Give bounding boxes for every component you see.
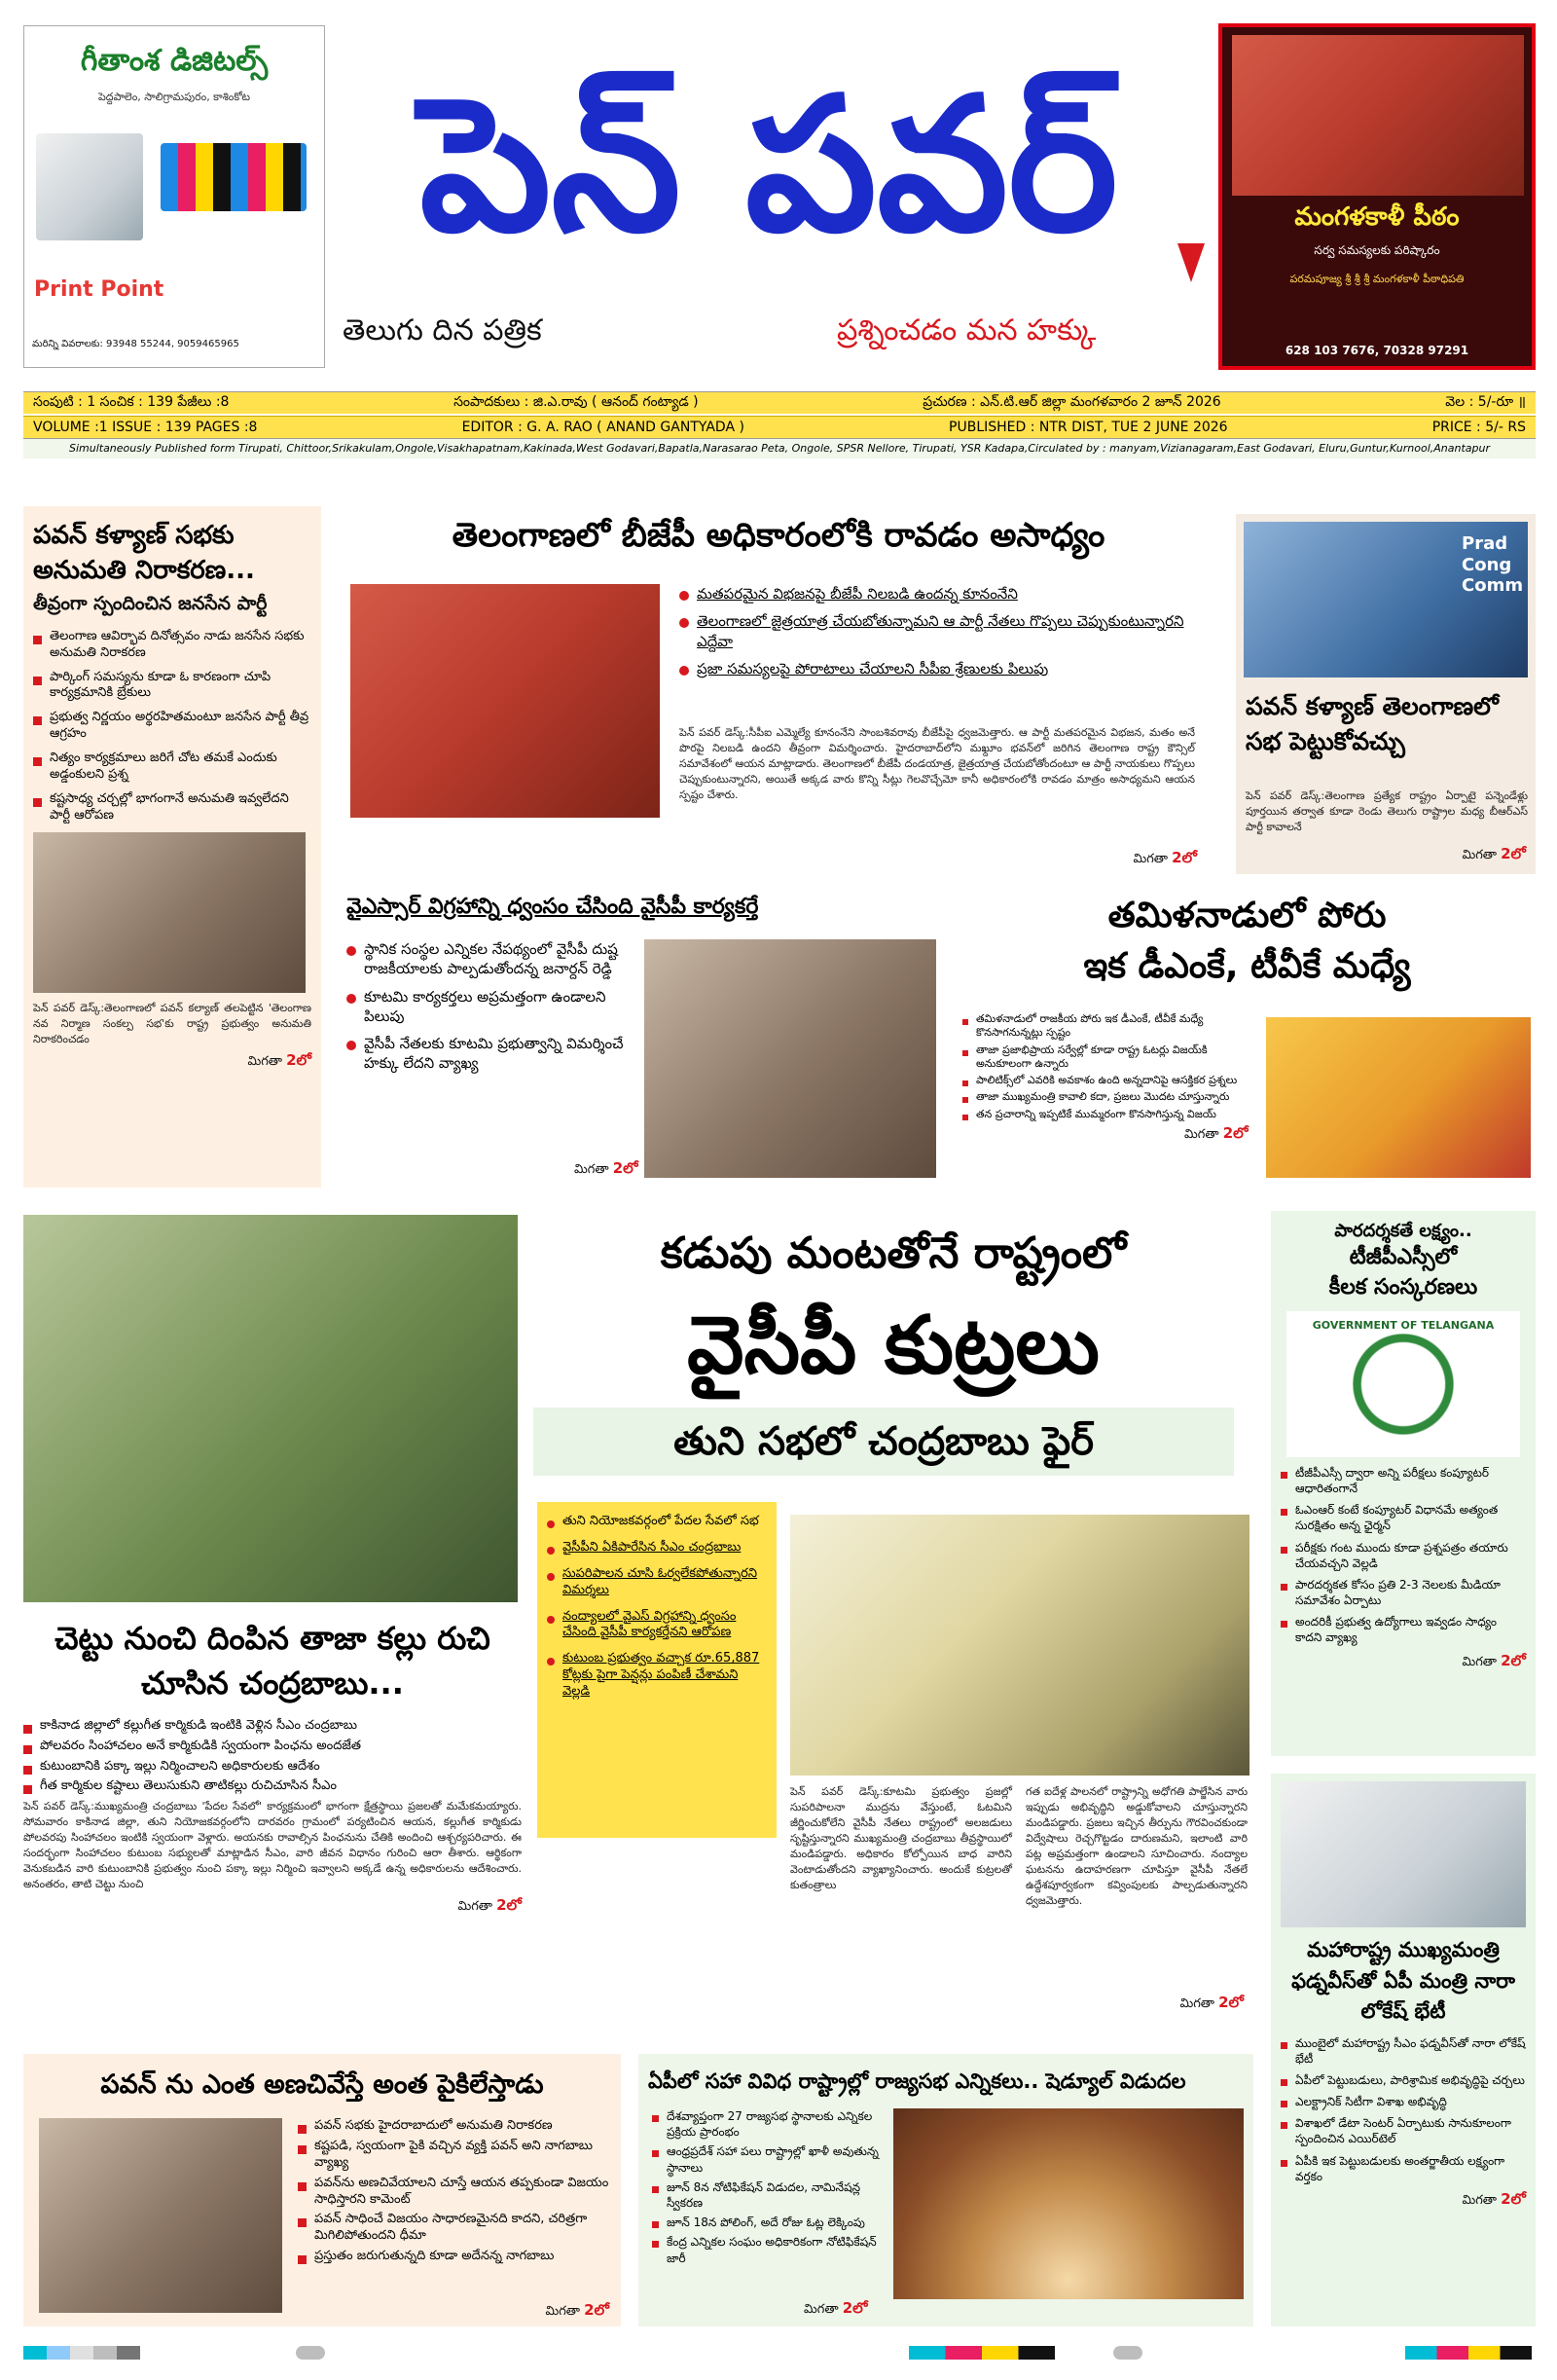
headline: పవన్ ను ఎంత అణచివేస్తే అంత పైకిలేస్తాడు — [100, 2069, 544, 2100]
ad-left-print: Print Point — [34, 277, 164, 302]
story-rajyasabha — [638, 2054, 1253, 2326]
headline-line2: ఇక డీఎంకే, టీవీకే మధ్యే — [1083, 946, 1411, 986]
list-item: కష్టసాధ్య చర్చల్లో భాగంగానే అనుమతి ఇవ్వలేదని పార్టీ ఆరోపణ — [33, 791, 311, 824]
continued-label: మిగతా 2లో — [1179, 1994, 1244, 2011]
bullet-icon — [1281, 1621, 1287, 1628]
bullet-list — [1281, 2035, 1526, 2185]
body-col1: పెన్ పవర్ డెస్క్:కూటమి ప్రభుత్వం ప్రజల్లో సుపరిపాలనా ముద్రను వేస్తుంటే, ఓటమిని జీర్ణించుకోలేని వైసీపీ నేతలు రాష్ట్రంలో అలజడులు సృష్టిస్తున్నారని ముఖ్యమంత్రి చంద్రబాబు తీవ్రస్థాయిలో మండిపడ్డారు. అధికారం కోల్పోయిన బాధ వారిని వెంటాడుతోందని వ్యాఖ్యానించారు. అందుకే కుట్రలతో కుతంత్రాలు — [790, 1785, 1012, 1891]
list-item: పోలవరం సింహాచలం అనే కార్మికుడికి స్వయంగా పింఛను అందజేత — [23, 1739, 522, 1755]
bullet-icon — [23, 1766, 32, 1775]
bullet-icon — [1281, 1509, 1287, 1516]
telangana-seal — [1286, 1311, 1520, 1457]
bullet-icon — [1281, 2079, 1287, 2086]
list-item: కాకినాడ జిల్లాలో కల్లుగీత కార్మికుడి ఇంటికి వెళ్లిన సీఎం చంద్రబాబు — [23, 1718, 522, 1735]
photo-chandrababu-kallu — [23, 1215, 518, 1602]
continued-label: మిగతా 2లో — [574, 1159, 638, 1177]
color-bar-left — [23, 2346, 140, 2360]
bullet-icon — [298, 2182, 307, 2191]
seal-text: GOVERNMENT OF TELANGANA — [1312, 1318, 1495, 1332]
bullet-icon — [962, 1115, 968, 1120]
story-pawan-sabha — [1236, 514, 1536, 874]
bullet-icon — [679, 666, 689, 676]
headline-line2: టీజీపీఎస్సీలో — [1349, 1245, 1458, 1270]
registration-strip — [23, 2344, 1536, 2363]
info-bar — [23, 391, 1536, 458]
headline-line1: తమిళనాడులో పోరు — [1107, 896, 1387, 935]
reg-mark-1 — [296, 2346, 325, 2360]
headline-line1: కడుపు మంటతోనే రాష్ట్రంలో — [660, 1228, 1127, 1278]
body: పెన్ పవర్ డెస్క్:తెలంగాణలో పవన్ కల్యాణ్ తలపెట్టిన 'తెలంగాణ నవ నిర్మాణ సంకల్ప సభ'కు రాష్ట్ర ప్రభుత్వం అనుమతి నిరాకరించడం — [33, 1001, 311, 1045]
info-editor-te: సంపాదకులు : జి.ఎ.రావు ( ఆనంద్ గంట్యాడ ) — [453, 393, 699, 410]
photo-parliament — [893, 2108, 1244, 2299]
ink-bottles-image — [161, 143, 307, 211]
story-bjp — [341, 506, 1216, 876]
bullet-icon — [298, 2125, 307, 2134]
bullet-icon — [33, 716, 42, 725]
list-item: ఏపీకి ఇక పెట్టుబడులకు అంతర్జాతీయ లక్ష్యంగా వర్తకం — [1281, 2153, 1526, 2184]
photo-vijay — [1266, 1017, 1531, 1178]
info-editor-en: EDITOR : G. A. RAO ( ANAND GANTYADA ) — [461, 420, 744, 435]
bullet-icon — [33, 757, 42, 766]
masthead — [0, 0, 1557, 384]
list-item: టీజీపీఎస్సీ ద్వారా అన్ని పరీక్షలు కంప్యూటర్ ఆధారితంగానే — [1281, 1465, 1526, 1496]
bullet-icon — [346, 1041, 356, 1050]
story-tuni — [533, 1215, 1253, 2032]
photo-text: Prad Cong Comm — [1462, 533, 1524, 597]
ad-right-line1: సర్వ సమస్యలకు పరిష్కారం — [1314, 243, 1440, 257]
headline: పవన్ కళ్యాణ్ తెలంగాణలో సభ పెట్టుకోవచ్చు — [1246, 692, 1499, 756]
continued-label: మిగతా 2లో — [545, 2301, 609, 2319]
bullet-icon — [1281, 2160, 1287, 2167]
masthead-tagline-right: ప్రశ్నించడం మన హక్కు — [837, 313, 1097, 348]
bullet-icon — [33, 798, 42, 807]
headline: పవన్ కళ్యాణ్ సభకు అనుమతి నిరాకరణ... — [33, 521, 255, 586]
list-item: జూన్ 8న నోటిఫికేషన్ విడుదల, నామినేషన్ల స్వీకరణ — [652, 2179, 886, 2211]
list-item: నంద్యాలలో వైఎస్ విగ్రహాన్ని ధ్వంసం చేసింది వైసీపీ కార్యకర్తేనని ఆరోపణ — [547, 1609, 767, 1642]
story-pawan-rise — [23, 2054, 621, 2326]
list-item: పవన్ సభకు హైదరాబాదులో అనుమతి నిరాకరణ — [298, 2118, 609, 2135]
bullet-list — [346, 939, 638, 1081]
list-item: ఏపీలో పెట్టుబడులు, పారిశ్రామిక అభివృద్ధిపై చర్చలు — [1281, 2072, 1526, 2088]
continued-label: మిగతా 2లో — [1462, 2190, 1526, 2208]
bullet-icon — [33, 677, 42, 685]
list-item: పారదర్శకత కోసం ప్రతి 2-3 నెలలకు మీడియా సమావేశం ఏర్పాటు — [1281, 1577, 1526, 1608]
list-item: కష్టపడి, స్వయంగా పైకి వచ్చిన వ్యక్తి పవన్ అని నాగబాబు వ్యాఖ్య — [298, 2139, 609, 2172]
bullet-icon — [652, 2221, 659, 2228]
body: పెన్ పవర్ డెస్క్:సీపీఐ ఎమ్మెల్యే కూనంనేని సాంబశివరావు బీజేపీపై ధ్వజమెత్తారు. ఆ పార్టీ మతపరమైన విభజన, మతం అనే పొరపై నిలబడి ఉందని తీవ్రంగా విమర్శించారు. హైదరాబాద్‌లోని మఖ్దూం భవన్‌లో జరిగిన తెలంగాణ రాష్ట్ర కౌన్సిల్ సమావేశంలో ఆయన మాట్లాడారు. తెలంగాణలో బీజేపీ దండయాత్ర, జైత్రయాత్ర చేయబోతోందంటూ ఆ పార్టీ నాయకులు గొప్పలు చెప్పుకుంటున్నారని, అయితే అక్కడ వారు కొన్ని సీట్లు గెలవొచ్చేమో కానీ అధికారంలోకి రావడం మాత్రం అసాధ్యమని ఆయన స్పష్టం చేశారు. — [679, 726, 1195, 801]
headline: తెలంగాణలో బీజేపీ అధికారంలోకి రావడం అసాధ్యం — [452, 516, 1105, 555]
list-item: తెలంగాణలో జైత్రయాత్ర చేయబోతున్నామని ఆ పార్టీ నేతలు గొప్పలు చెప్పుకుంటున్నారని ఎద్దేవా — [679, 611, 1185, 651]
headline-line1: పారదర్శకతే లక్ష్యం.. — [1334, 1221, 1472, 1241]
info-price-en: PRICE : 5/- RS — [1431, 420, 1526, 435]
continued-label: మిగతా 2లో — [1184, 1124, 1249, 1142]
subhead: తుని సభలో చంద్రబాబు ఫైర్ — [533, 1408, 1234, 1476]
list-item: తాజా ప్రజాభిప్రాయ సర్వేల్లో కూడా రాష్ట్ర ఓటర్లు విజయ్‌కి అనుకూలంగా ఉన్నారు — [962, 1044, 1254, 1072]
list-item: పవన్‌ను అణచివేయాలని చూస్తే ఆయన తప్పకుండా విజయం సాధిస్తారని కామెంట్ — [298, 2176, 609, 2209]
bullet-icon — [1281, 2042, 1287, 2049]
info-row-telugu — [23, 391, 1536, 414]
bullet-icon — [547, 1547, 555, 1555]
info-vol-en: VOLUME :1 ISSUE : 139 PAGES :8 — [33, 420, 258, 435]
story-kallu — [23, 1215, 522, 2032]
bullet-icon — [346, 946, 356, 956]
ad-left-contact: మరిన్ని వివరాలకు: 93948 55244, 9059465965 — [32, 339, 239, 349]
ad-left[interactable] — [23, 25, 325, 368]
ad-left-line: పెద్దపాలెం, సాలిగ్రామపురం, కాశింకోట — [97, 91, 250, 103]
bullet-icon — [1281, 1472, 1287, 1479]
photo-janardhan-reddy — [644, 939, 936, 1178]
ad-left-brand: గీతాంశ డిజిటల్స్ — [80, 44, 269, 78]
subhead: తీవ్రంగా స్పందించిన జనసేన పార్టీ — [33, 592, 268, 614]
list-item: నిత్యం కార్యక్రమాలు జరిగే చోట తమకే ఎందుకు అడ్డంకులని ప్రశ్న — [33, 751, 311, 784]
bullet-box — [537, 1502, 777, 1838]
headline-line3: కీలక సంస్కరణలు — [1328, 1274, 1478, 1300]
bullet-icon — [298, 2145, 307, 2154]
reg-mark-2 — [1113, 2346, 1142, 2360]
photo-kunamneni — [350, 584, 660, 818]
bullet-icon — [652, 2241, 659, 2248]
bullet-icon — [547, 1616, 555, 1624]
continued-label: మిగతా 2లో — [1462, 1651, 1526, 1669]
list-item: ప్రభుత్వ నిర్ణయం అర్థరహితమంటూ జనసేన పార్టీ తీవ్ర ఆగ్రహం — [33, 710, 311, 743]
bullet-icon — [652, 2115, 659, 2122]
list-item: తెలంగాణ ఆవిర్భావ దినోత్సవం నాడు జనసేన సభకు అనుమతి నిరాకరణ — [33, 629, 311, 662]
bullet-list — [33, 629, 311, 824]
bullet-icon — [962, 1019, 968, 1025]
list-item: తన ప్రచారాన్ని ఇప్పటికే ముమ్మరంగా కొనసాగిస్తున్న విజయ్ — [962, 1108, 1254, 1121]
list-item: పార్కింగ్ సమస్యను కూడా ఓ కారణంగా చూపి కార్యక్రమానికి బ్రేకులు — [33, 670, 311, 703]
list-item: ప్రస్తుతం జరుగుతున్నది కూడా అదేనన్న నాగబాబు — [298, 2249, 609, 2265]
bullet-list — [298, 2118, 609, 2269]
bullet-icon — [547, 1520, 555, 1528]
list-item: గీత కార్మికుల కష్టాలు తెలుసుకుని తాటికల్లు రుచిచూసిన సీఎం — [23, 1778, 522, 1795]
list-item: అందరికీ ప్రభుత్వ ఉద్యోగాలు ఇవ్వడం సాధ్యం కాదని వ్యాఖ్య — [1281, 1614, 1526, 1645]
list-item: తాజా ముఖ్యమంత్రి కావాలి కదా, ప్రజలు మొదట చూస్తున్నారు — [962, 1090, 1254, 1104]
list-item: కేంద్ర ఎన్నికల సంఘం అధికారికంగా నోటిఫికేషన్ జారీ — [652, 2234, 886, 2265]
bullet-list — [23, 1718, 522, 1796]
body: పెన్ పవర్ డెస్క్:ముఖ్యమంత్రి చంద్రబాబు 'పేదల సేవలో' కార్యక్రమంలో భాగంగా క్షేత్రస్థాయి ప్రజలతో మమేకమయ్యారు. సోమవారం కాకినాడ జిల్లా, తుని నియోజకవర్గంలోని దారవరం గ్రామంలో పర్యటించిన ఆయన, కల్లుగీత కార్మికుడు పోలవరపు సింహాచలం ఇంటికి స్వయంగా వెళ్లారు. అయనకు రావాల్సిన పింఛనును చేతికి అందించి ఆశ్చర్యపరిచారు. ఈ సందర్భంగా సింహాచలం కుటుంబ సభ్యులతో మాట్లాడిన సీఎం, వారి జీవన విధానం గురించి ఆరా తీశారు. ఆర్థికంగా వెనుకబడిన వారి కుటుంబానికి ప్రభుత్వం నుంచి పక్కా ఇల్లు నిర్మించి ఇవ్వాలని అక్కడే ఉన్న అధికారులను ఆదేశించారు. అనంతరం, తాటి చెట్టు నుంచి — [23, 1800, 522, 1891]
bullet-icon — [1281, 2101, 1287, 2107]
bullet-icon — [962, 1097, 968, 1103]
list-item: పరీక్షకు గంట ముందు కూడా ప్రశ్నపత్రం తయారు చేయవచ్చని వెల్లడి — [1281, 1540, 1526, 1571]
list-item: దేశవ్యాప్తంగా 27 రాజ్యసభ స్థానాలకు ఎన్నికల ప్రక్రియ ప్రారంభం — [652, 2108, 886, 2140]
bullet-icon — [547, 1573, 555, 1581]
info-price-te: వెల : 5/-రూ ॥ — [1445, 393, 1526, 410]
bullet-icon — [679, 591, 689, 601]
list-item: మతపరమైన విభజనపై బీజేపీ నిలబడి ఉందన్న కూనంనేని — [679, 584, 1185, 604]
story-fadnavis — [1271, 1774, 1536, 2326]
body-col2: గత ఐదేళ్ల పాలనలో రాష్ట్రాన్ని అధోగతి పాల్జేసిన వారు ఇప్పుడు అభివృద్ధిని అడ్డుకోవాలని చూస్తున్నారని మండిపడ్డారు. ప్రజలు ఇచ్చిన తీర్పును గౌరవించకుండా విద్వేషాలు రెచ్చగొట్టడం దారుణమని, ఇలాంటి వారి పట్ల అప్రమత్తంగా ఉండాలని సూచించారు. నంద్యాల ఘటనను ఉదాహరణగా చూపిస్తూ వైసీపీ నేతలే ఉద్దేశపూర్వకంగా కవ్వింపులకు పాల్పడుతున్నారని ధ్వజమెత్తారు. — [1026, 1785, 1248, 1907]
photo-chandrababu-speech — [790, 1515, 1249, 1776]
ad-right-title: మంగళకాళీ పీఠం — [1294, 202, 1460, 232]
bullet-icon — [652, 2186, 659, 2193]
headline: ఏపీలో సహా వివిధ రాష్ట్రాల్లో రాజ్యసభ ఎన్నికలు.. షెడ్యూల్ విడుదల — [648, 2069, 1186, 2093]
story-ysr-statue — [341, 891, 944, 1183]
list-item: ఎలక్ట్రానిక్ సిటీగా విశాఖ అభివృద్ధి — [1281, 2094, 1526, 2109]
bullet-icon — [652, 2150, 659, 2157]
list-item: కూటమి కార్యకర్తలు అప్రమత్తంగా ఉండాలని పిలుపు — [346, 987, 638, 1027]
list-item: ముంబైలో మహారాష్ట్ర సీఎం ఫడ్నవీస్‌తో నారా లోకేష్ భేటీ — [1281, 2035, 1526, 2067]
bullet-icon — [1281, 2122, 1287, 2129]
bullet-icon — [679, 618, 689, 628]
list-item: వైసీపీ నేతలకు కూటమి ప్రభుత్వాన్ని విమర్శించే హక్కు లేదని వ్యాఖ్య — [346, 1034, 638, 1074]
bullet-icon — [962, 1080, 968, 1086]
headline: మహారాష్ట్ర ముఖ్యమంత్రి ఫడ్నవీస్‌తో ఏపీ మంత్రి నారా లోకేష్ భేటీ — [1291, 1938, 1515, 2023]
bullet-icon — [298, 2218, 307, 2227]
story-pawan-permission — [23, 506, 321, 1188]
continued-label: మిగతా 2లో — [457, 1895, 522, 1914]
continued-label: మిగతా 2లో — [1462, 845, 1526, 862]
color-bar-right — [1405, 2346, 1532, 2360]
list-item: తమిళనాడులో రాజకీయ పోరు ఇక డీఎంకే, టీవీకే మధ్యే కొనసాగనున్నట్లు స్పష్టం — [962, 1012, 1254, 1041]
bullet-list — [1281, 1465, 1526, 1646]
ad-right[interactable] — [1218, 23, 1536, 370]
list-item: కుటుంబ ప్రభుత్వం వచ్చాక రూ.65,887 కోట్లకు పైగా పెన్షన్లు పంపిణీ చేశామని వెల్లడి — [547, 1651, 767, 1701]
bullet-icon — [346, 994, 356, 1004]
bullet-icon — [547, 1658, 555, 1666]
list-item: పాలిటిక్స్‌లో ఎవరికి అవకాశం ఉంది అన్నదానిపై ఆసక్తికర ప్రశ్నలు — [962, 1074, 1254, 1087]
printer-image — [36, 133, 143, 240]
story-tgpsc — [1271, 1211, 1536, 1756]
ad-right-phone: 628 103 7676, 70328 97291 — [1285, 344, 1469, 357]
headline: చెట్టు నుంచి దింపిన తాజా కల్లు రుచి చూసిన చంద్రబాబు... — [54, 1620, 490, 1703]
photo-lokesh-fadnavis — [1281, 1781, 1526, 1927]
list-item: కుటుంబానికి పక్కా ఇల్లు నిర్మించాలని అధికారులకు ఆదేశం — [23, 1759, 522, 1776]
list-item: సుపరిపాలన చూసి ఓర్వలేకపోతున్నారని విమర్శలు — [547, 1566, 767, 1599]
story-tamilnadu — [959, 891, 1536, 1183]
info-editions: Simultaneously Published form Tirupati, Chittoor,Srikakulam,Ongole,Visakhapatnam,Kakinada,West Godavari,Bapatla,Narasarao Peta, Ongole, SPSR Nellore, Tirupati, YSR Kadapa,Circulated by : manyam,Vizianagaram,East Godavari, Eluru,Guntur,Kurnool,Anantapur — [23, 439, 1536, 458]
bullet-list — [652, 2108, 886, 2270]
photo-nagababu — [39, 2118, 282, 2313]
photo-pawan — [33, 832, 306, 993]
list-item: పవన్ సాధించే విజయం సాధారణమైనది కాదని, చరిత్రగా మిగిలిపోతుందని ధీమా — [298, 2212, 609, 2245]
bullet-icon — [962, 1050, 968, 1056]
ad-right-photo — [1232, 35, 1524, 196]
headline: వైఎస్సార్ విగ్రహాన్ని ధ్వంసం చేసింది వైసీపీ కార్యకర్తే — [346, 895, 759, 919]
list-item: విశాఖలో డేటా సెంటర్ ఏర్పాటుకు సానుకూలంగా స్పందించిన ఎయిర్‌టెల్ — [1281, 2115, 1526, 2146]
list-item: తుని నియోజకవర్గంలో పేదల సేవలో సభ — [547, 1514, 767, 1530]
list-item: స్థానిక సంస్థల ఎన్నికల నేపథ్యంలో వైసీపీ దుష్ట రాజకీయాలకు పాల్పడుతోందన్న జనార్దన్ రెడ్డి — [346, 939, 638, 979]
color-bar-center — [909, 2346, 1055, 2360]
list-item: వైసీపీని ఏకిపారేసిన సీఎం చంద్రబాబు — [547, 1540, 767, 1556]
masthead-title: పెన్ పవర్ — [419, 57, 1118, 273]
masthead-tagline-left: తెలుగు దిన పత్రిక — [343, 313, 542, 348]
list-item: ప్రజా సమస్యలపై పోరాటాలు చేయాలని సీపీఐ శ్రేణులకు పిలుపు — [679, 659, 1185, 678]
body: పెన్ పవర్ డెస్క్:తెలంగాణ ప్రత్యేక రాష్ట్రం ఏర్పాటై పన్నెండేళ్లు పూర్తయిన తర్వాత కూడా రెండు తెలుగు రాష్ట్రాల మధ్య బీఆర్ఎస్ పార్టీ కావాలనే — [1246, 789, 1528, 833]
ad-right-line2: పరమపూజ్య శ్రీ శ్రీ శ్రీ మంగళకాళీ పీఠాధిపతి — [1289, 273, 1465, 285]
bullet-icon — [298, 2255, 307, 2264]
list-item: ఓఎంఆర్ కంటే కంప్యూటర్ విధానమే అత్యంత సురక్షితం అన్న ఛైర్మన్ — [1281, 1502, 1526, 1533]
bullet-icon — [33, 636, 42, 644]
continued-label: మిగతా 2లో — [1133, 849, 1197, 866]
bullet-list — [679, 584, 1185, 686]
bullet-list — [962, 1012, 1254, 1124]
bullet-icon — [23, 1725, 32, 1734]
bullet-icon — [23, 1745, 32, 1754]
info-vol-te: సంపుటి : 1 సంచిక : 139 పేజీలు :8 — [33, 393, 230, 410]
info-pub-en: PUBLISHED : NTR DIST, TUE 2 JUNE 2026 — [949, 420, 1228, 435]
continued-label: మిగతా 2లో — [804, 2299, 868, 2317]
headline-line2: వైసీపీ కుట్రలు — [687, 1300, 1100, 1392]
info-pub-te: ప్రచురణ : ఎన్.టి.ఆర్ జిల్లా మంగళవారం 2 జూన్ 2026 — [923, 393, 1221, 410]
list-item: జూన్ 18న పోలింగ్, అదే రోజు ఓట్ల లెక్కింపు — [652, 2215, 886, 2230]
list-item: ఆంధ్రప్రదేశ్ సహా పలు రాష్ట్రాల్లో ఖాళీ అవుతున్న స్థానాలు — [652, 2143, 886, 2175]
info-row-english — [23, 416, 1536, 439]
bullet-icon — [1281, 1547, 1287, 1554]
bullet-icon — [1281, 1584, 1287, 1591]
bullet-icon — [23, 1785, 32, 1794]
continued-label: మిగతా 2లో — [247, 1050, 311, 1069]
